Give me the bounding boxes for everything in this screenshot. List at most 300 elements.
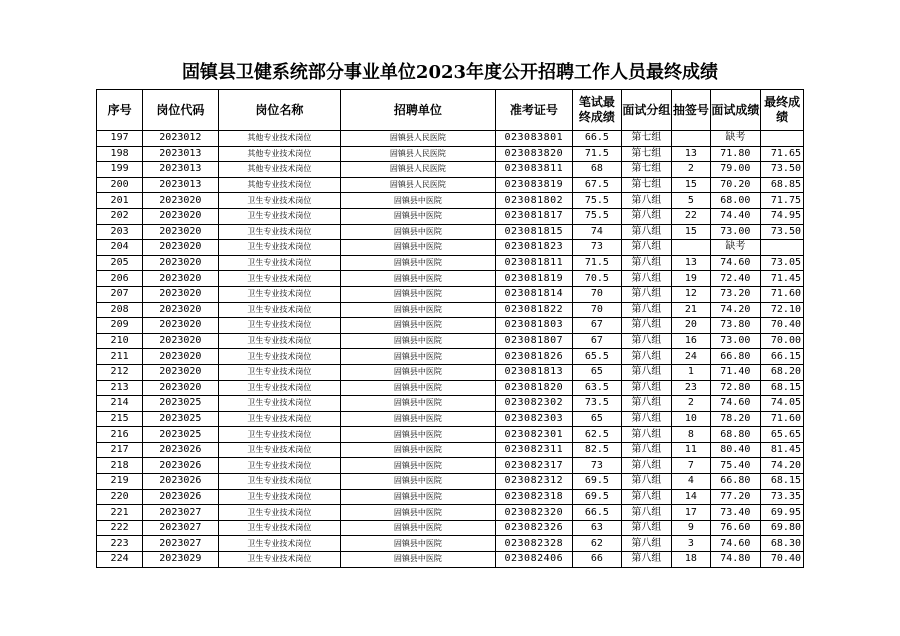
table-row [97, 146, 804, 162]
table-row [97, 193, 804, 209]
cell-employer: 固镇县中医院 [341, 489, 495, 505]
cell-lot-number: 1 [672, 364, 710, 380]
cell-post-name: 卫生专业技术岗位 [218, 520, 341, 536]
cell-seq: 213 [97, 380, 143, 396]
cell-employer: 固镇县中医院 [341, 520, 495, 536]
cell-post-name: 卫生专业技术岗位 [218, 333, 341, 349]
table-row [97, 240, 804, 256]
cell-lot-number: 19 [672, 271, 710, 287]
cell-interview-group: 第八组 [621, 286, 672, 302]
cell-seq: 211 [97, 349, 143, 365]
cell-final-score: 73.05 [761, 255, 804, 271]
table-row [97, 364, 804, 380]
cell-employer: 固镇县中医院 [341, 458, 495, 474]
cell-interview-score: 73.40 [710, 505, 761, 521]
cell-written-score: 65.5 [573, 349, 621, 365]
cell-seq: 206 [97, 271, 143, 287]
cell-post-code: 2023020 [143, 380, 218, 396]
cell-post-name: 卫生专业技术岗位 [218, 349, 341, 365]
cell-exam-no: 023081814 [495, 286, 573, 302]
cell-post-name: 卫生专业技术岗位 [218, 271, 341, 287]
cell-post-code: 2023027 [143, 536, 218, 552]
cell-interview-group: 第七组 [621, 162, 672, 178]
table-row [97, 520, 804, 536]
table-row [97, 131, 804, 147]
cell-interview-score: 缺考 [710, 131, 761, 147]
cell-seq: 205 [97, 255, 143, 271]
cell-final-score: 68.20 [761, 364, 804, 380]
cell-post-code: 2023025 [143, 411, 218, 427]
cell-post-name: 卫生专业技术岗位 [218, 318, 341, 334]
cell-seq: 218 [97, 458, 143, 474]
cell-exam-no: 023082328 [495, 536, 573, 552]
cell-written-score: 75.5 [573, 208, 621, 224]
cell-lot-number: 21 [672, 302, 710, 318]
cell-written-score: 70 [573, 302, 621, 318]
cell-seq: 207 [97, 286, 143, 302]
cell-post-code: 2023026 [143, 458, 218, 474]
cell-final-score: 81.45 [761, 442, 804, 458]
cell-lot-number: 22 [672, 208, 710, 224]
cell-lot-number: 15 [672, 224, 710, 240]
cell-lot-number: 23 [672, 380, 710, 396]
cell-lot-number: 10 [672, 411, 710, 427]
cell-post-code: 2023020 [143, 302, 218, 318]
cell-interview-group: 第八组 [621, 333, 672, 349]
cell-exam-no: 023082302 [495, 396, 573, 412]
cell-employer: 固镇县中医院 [341, 318, 495, 334]
table-row [97, 349, 804, 365]
cell-interview-score: 74.40 [710, 208, 761, 224]
table-row [97, 427, 804, 443]
cell-seq: 212 [97, 364, 143, 380]
cell-exam-no: 023083820 [495, 146, 573, 162]
cell-lot-number: 13 [672, 255, 710, 271]
cell-exam-no: 023081817 [495, 208, 573, 224]
cell-final-score: 66.15 [761, 349, 804, 365]
cell-interview-group: 第八组 [621, 255, 672, 271]
cell-post-code: 2023020 [143, 271, 218, 287]
cell-post-name: 卫生专业技术岗位 [218, 302, 341, 318]
cell-written-score: 62 [573, 536, 621, 552]
cell-final-score: 73.50 [761, 162, 804, 178]
cell-interview-group: 第八组 [621, 364, 672, 380]
cell-post-code: 2023020 [143, 364, 218, 380]
cell-exam-no: 023082312 [495, 474, 573, 490]
cell-post-code: 2023013 [143, 177, 218, 193]
table-row [97, 208, 804, 224]
cell-written-score: 65 [573, 411, 621, 427]
cell-post-code: 2023020 [143, 286, 218, 302]
cell-exam-no: 023081813 [495, 364, 573, 380]
cell-post-code: 2023025 [143, 396, 218, 412]
cell-written-score: 70 [573, 286, 621, 302]
cell-employer: 固镇县中医院 [341, 474, 495, 490]
cell-interview-group: 第八组 [621, 474, 672, 490]
cell-interview-score: 71.40 [710, 364, 761, 380]
cell-exam-no: 023081811 [495, 255, 573, 271]
cell-exam-no: 023081803 [495, 318, 573, 334]
cell-interview-score: 78.20 [710, 411, 761, 427]
cell-exam-no: 023081802 [495, 193, 573, 209]
cell-post-name: 卫生专业技术岗位 [218, 224, 341, 240]
cell-interview-score: 68.80 [710, 427, 761, 443]
cell-written-score: 69.5 [573, 474, 621, 490]
cell-post-code: 2023029 [143, 552, 218, 568]
table-row [97, 333, 804, 349]
cell-final-score: 70.40 [761, 552, 804, 568]
cell-interview-group: 第八组 [621, 411, 672, 427]
cell-lot-number: 2 [672, 162, 710, 178]
table-row [97, 255, 804, 271]
cell-seq: 216 [97, 427, 143, 443]
cell-written-score: 66.5 [573, 505, 621, 521]
cell-final-score: 65.65 [761, 427, 804, 443]
cell-post-code: 2023020 [143, 240, 218, 256]
cell-post-name: 卫生专业技术岗位 [218, 458, 341, 474]
cell-interview-group: 第八组 [621, 427, 672, 443]
cell-interview-score: 75.40 [710, 458, 761, 474]
cell-interview-group: 第八组 [621, 224, 672, 240]
table-row [97, 458, 804, 474]
cell-post-name: 卫生专业技术岗位 [218, 193, 341, 209]
cell-employer: 固镇县人民医院 [341, 131, 495, 147]
cell-interview-score: 71.80 [710, 146, 761, 162]
cell-seq: 217 [97, 442, 143, 458]
cell-final-score: 68.15 [761, 380, 804, 396]
cell-exam-no: 023082303 [495, 411, 573, 427]
cell-written-score: 74 [573, 224, 621, 240]
table-row [97, 162, 804, 178]
cell-exam-no: 023082326 [495, 520, 573, 536]
cell-employer: 固镇县中医院 [341, 224, 495, 240]
cell-seq: 222 [97, 520, 143, 536]
cell-employer: 固镇县中医院 [341, 193, 495, 209]
cell-post-name: 其他专业技术岗位 [218, 131, 341, 147]
header-seq: 序号 [97, 90, 143, 131]
cell-interview-score: 77.20 [710, 489, 761, 505]
table-row [97, 396, 804, 412]
cell-employer: 固镇县中医院 [341, 411, 495, 427]
cell-exam-no: 023083819 [495, 177, 573, 193]
cell-lot-number: 20 [672, 318, 710, 334]
cell-exam-no: 023081815 [495, 224, 573, 240]
cell-employer: 固镇县中医院 [341, 208, 495, 224]
table-row [97, 552, 804, 568]
cell-interview-score: 70.20 [710, 177, 761, 193]
cell-employer: 固镇县中医院 [341, 286, 495, 302]
cell-employer: 固镇县中医院 [341, 427, 495, 443]
cell-interview-group: 第八组 [621, 271, 672, 287]
cell-exam-no: 023082320 [495, 505, 573, 521]
cell-final-score: 68.85 [761, 177, 804, 193]
cell-seq: 221 [97, 505, 143, 521]
cell-interview-score: 72.80 [710, 380, 761, 396]
cell-seq: 208 [97, 302, 143, 318]
cell-interview-group: 第七组 [621, 146, 672, 162]
cell-interview-group: 第八组 [621, 505, 672, 521]
cell-seq: 224 [97, 552, 143, 568]
cell-written-score: 63.5 [573, 380, 621, 396]
cell-post-name: 卫生专业技术岗位 [218, 396, 341, 412]
cell-post-name: 其他专业技术岗位 [218, 162, 341, 178]
cell-interview-group: 第八组 [621, 458, 672, 474]
table-row [97, 380, 804, 396]
cell-final-score: 72.10 [761, 302, 804, 318]
cell-seq: 200 [97, 177, 143, 193]
cell-employer: 固镇县中医院 [341, 271, 495, 287]
cell-exam-no: 023083801 [495, 131, 573, 147]
cell-lot-number: 17 [672, 505, 710, 521]
cell-lot-number: 5 [672, 193, 710, 209]
cell-final-score [761, 131, 804, 147]
cell-lot-number: 2 [672, 396, 710, 412]
cell-post-name: 卫生专业技术岗位 [218, 442, 341, 458]
cell-exam-no: 023081822 [495, 302, 573, 318]
cell-written-score: 67 [573, 333, 621, 349]
cell-written-score: 73.5 [573, 396, 621, 412]
table-row [97, 442, 804, 458]
table-row [97, 286, 804, 302]
cell-interview-group: 第八组 [621, 208, 672, 224]
cell-interview-group: 第八组 [621, 318, 672, 334]
cell-lot-number: 4 [672, 474, 710, 490]
cell-employer: 固镇县人民医院 [341, 162, 495, 178]
cell-written-score: 75.5 [573, 193, 621, 209]
cell-post-code: 2023026 [143, 489, 218, 505]
cell-seq: 220 [97, 489, 143, 505]
cell-post-name: 卫生专业技术岗位 [218, 536, 341, 552]
cell-interview-score: 74.60 [710, 536, 761, 552]
cell-final-score: 71.60 [761, 411, 804, 427]
cell-lot-number [672, 240, 710, 256]
cell-lot-number: 8 [672, 427, 710, 443]
cell-interview-score: 缺考 [710, 240, 761, 256]
cell-post-name: 其他专业技术岗位 [218, 146, 341, 162]
cell-interview-group: 第八组 [621, 489, 672, 505]
cell-post-code: 2023020 [143, 333, 218, 349]
cell-exam-no: 023082311 [495, 442, 573, 458]
cell-lot-number: 18 [672, 552, 710, 568]
cell-written-score: 62.5 [573, 427, 621, 443]
cell-post-name: 卫生专业技术岗位 [218, 240, 341, 256]
cell-interview-score: 73.00 [710, 333, 761, 349]
cell-seq: 203 [97, 224, 143, 240]
cell-interview-group: 第八组 [621, 396, 672, 412]
cell-written-score: 73 [573, 458, 621, 474]
cell-written-score: 66.5 [573, 131, 621, 147]
cell-interview-score: 74.60 [710, 396, 761, 412]
cell-interview-score: 74.20 [710, 302, 761, 318]
cell-written-score: 70.5 [573, 271, 621, 287]
cell-employer: 固镇县中医院 [341, 255, 495, 271]
cell-post-code: 2023020 [143, 208, 218, 224]
cell-final-score: 69.80 [761, 520, 804, 536]
cell-interview-group: 第八组 [621, 193, 672, 209]
cell-lot-number: 13 [672, 146, 710, 162]
cell-seq: 197 [97, 131, 143, 147]
cell-employer: 固镇县中医院 [341, 364, 495, 380]
cell-interview-score: 74.80 [710, 552, 761, 568]
cell-exam-no: 023083811 [495, 162, 573, 178]
cell-post-name: 卫生专业技术岗位 [218, 380, 341, 396]
cell-final-score: 71.65 [761, 146, 804, 162]
cell-exam-no: 023081823 [495, 240, 573, 256]
cell-post-code: 2023027 [143, 505, 218, 521]
cell-final-score: 70.00 [761, 333, 804, 349]
cell-post-name: 卫生专业技术岗位 [218, 489, 341, 505]
table-row [97, 489, 804, 505]
cell-seq: 219 [97, 474, 143, 490]
cell-post-name: 其他专业技术岗位 [218, 177, 341, 193]
cell-written-score: 69.5 [573, 489, 621, 505]
cell-lot-number: 12 [672, 286, 710, 302]
cell-lot-number: 24 [672, 349, 710, 365]
cell-final-score: 70.40 [761, 318, 804, 334]
cell-final-score: 71.60 [761, 286, 804, 302]
cell-exam-no: 023082318 [495, 489, 573, 505]
cell-post-code: 2023020 [143, 318, 218, 334]
cell-written-score: 68 [573, 162, 621, 178]
cell-interview-score: 66.80 [710, 349, 761, 365]
cell-written-score: 67.5 [573, 177, 621, 193]
cell-employer: 固镇县中医院 [341, 333, 495, 349]
cell-interview-group: 第八组 [621, 302, 672, 318]
cell-post-name: 卫生专业技术岗位 [218, 474, 341, 490]
cell-seq: 202 [97, 208, 143, 224]
cell-employer: 固镇县人民医院 [341, 177, 495, 193]
header-interview-score: 面试成绩 [710, 90, 761, 131]
cell-interview-group: 第八组 [621, 380, 672, 396]
cell-interview-score: 72.40 [710, 271, 761, 287]
cell-post-code: 2023012 [143, 131, 218, 147]
table-row [97, 474, 804, 490]
cell-written-score: 63 [573, 520, 621, 536]
cell-interview-group: 第八组 [621, 552, 672, 568]
cell-employer: 固镇县中医院 [341, 552, 495, 568]
cell-interview-group: 第七组 [621, 177, 672, 193]
header-interview-group: 面试分组 [621, 90, 672, 131]
header-final-score: 最终成绩 [761, 90, 804, 131]
cell-written-score: 66 [573, 552, 621, 568]
cell-interview-score: 73.00 [710, 224, 761, 240]
header-lot-number: 抽签号 [672, 90, 710, 131]
cell-interview-score: 76.60 [710, 520, 761, 536]
cell-interview-group: 第八组 [621, 536, 672, 552]
cell-interview-score: 73.80 [710, 318, 761, 334]
cell-lot-number: 3 [672, 536, 710, 552]
cell-written-score: 71.5 [573, 146, 621, 162]
cell-post-name: 卫生专业技术岗位 [218, 552, 341, 568]
cell-employer: 固镇县中医院 [341, 380, 495, 396]
cell-final-score [761, 240, 804, 256]
cell-interview-score: 68.00 [710, 193, 761, 209]
cell-exam-no: 023081819 [495, 271, 573, 287]
cell-post-code: 2023020 [143, 349, 218, 365]
cell-seq: 201 [97, 193, 143, 209]
cell-post-code: 2023025 [143, 427, 218, 443]
cell-seq: 198 [97, 146, 143, 162]
cell-employer: 固镇县中医院 [341, 505, 495, 521]
cell-exam-no: 023081820 [495, 380, 573, 396]
cell-interview-score: 66.80 [710, 474, 761, 490]
cell-seq: 210 [97, 333, 143, 349]
cell-employer: 固镇县中医院 [341, 442, 495, 458]
cell-post-code: 2023027 [143, 520, 218, 536]
cell-seq: 199 [97, 162, 143, 178]
header-exam-no: 准考证号 [495, 90, 573, 131]
table-row [97, 224, 804, 240]
cell-exam-no: 023081826 [495, 349, 573, 365]
results-table [96, 89, 804, 568]
cell-final-score: 74.05 [761, 396, 804, 412]
cell-final-score: 73.35 [761, 489, 804, 505]
cell-interview-group: 第八组 [621, 520, 672, 536]
cell-post-name: 卫生专业技术岗位 [218, 427, 341, 443]
cell-post-code: 2023026 [143, 442, 218, 458]
cell-employer: 固镇县中医院 [341, 302, 495, 318]
cell-final-score: 71.75 [761, 193, 804, 209]
header-post-code: 岗位代码 [143, 90, 218, 131]
cell-exam-no: 023082317 [495, 458, 573, 474]
cell-written-score: 67 [573, 318, 621, 334]
cell-employer: 固镇县中医院 [341, 396, 495, 412]
cell-lot-number: 7 [672, 458, 710, 474]
header-employer: 招聘单位 [341, 90, 495, 131]
page-title: 固镇县卫健系统部分事业单位2023年度公开招聘工作人员最终成绩 [181, 62, 719, 83]
cell-post-code: 2023020 [143, 193, 218, 209]
cell-employer: 固镇县中医院 [341, 536, 495, 552]
table-body [97, 131, 804, 568]
header-row [97, 90, 804, 131]
cell-post-name: 卫生专业技术岗位 [218, 364, 341, 380]
cell-written-score: 65 [573, 364, 621, 380]
cell-employer: 固镇县人民医院 [341, 146, 495, 162]
cell-exam-no: 023081807 [495, 333, 573, 349]
cell-final-score: 68.30 [761, 536, 804, 552]
cell-written-score: 71.5 [573, 255, 621, 271]
cell-interview-score: 73.20 [710, 286, 761, 302]
cell-written-score: 73 [573, 240, 621, 256]
table-row [97, 271, 804, 287]
cell-exam-no: 023082301 [495, 427, 573, 443]
cell-employer: 固镇县中医院 [341, 349, 495, 365]
cell-final-score: 73.50 [761, 224, 804, 240]
cell-lot-number: 15 [672, 177, 710, 193]
cell-lot-number: 9 [672, 520, 710, 536]
cell-employer: 固镇县中医院 [341, 240, 495, 256]
cell-post-code: 2023013 [143, 162, 218, 178]
cell-interview-group: 第八组 [621, 442, 672, 458]
cell-post-name: 卫生专业技术岗位 [218, 255, 341, 271]
cell-written-score: 82.5 [573, 442, 621, 458]
cell-post-name: 卫生专业技术岗位 [218, 208, 341, 224]
cell-interview-score: 80.40 [710, 442, 761, 458]
table-row [97, 318, 804, 334]
table-row [97, 177, 804, 193]
table-row [97, 302, 804, 318]
cell-post-code: 2023013 [143, 146, 218, 162]
cell-lot-number [672, 131, 710, 147]
cell-seq: 215 [97, 411, 143, 427]
cell-post-code: 2023020 [143, 255, 218, 271]
cell-interview-group: 第七组 [621, 131, 672, 147]
cell-post-code: 2023026 [143, 474, 218, 490]
cell-interview-group: 第八组 [621, 240, 672, 256]
cell-final-score: 71.45 [761, 271, 804, 287]
cell-post-name: 卫生专业技术岗位 [218, 505, 341, 521]
header-post-name: 岗位名称 [218, 90, 341, 131]
